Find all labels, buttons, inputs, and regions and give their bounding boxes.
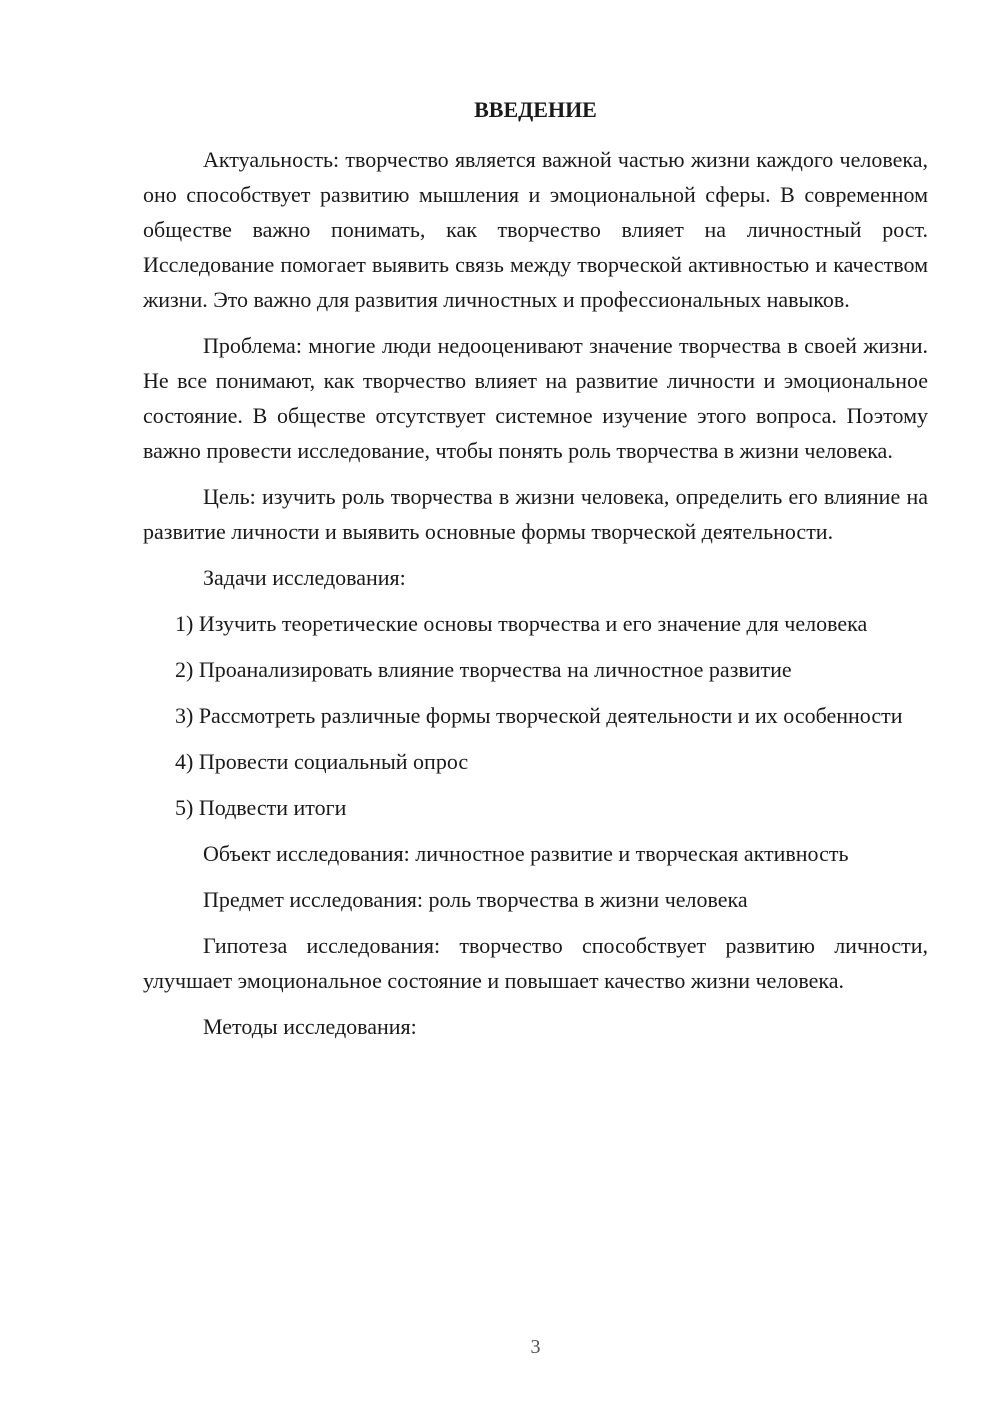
subject-paragraph: Предмет исследования: роль творчества в жизни человека [203,887,748,912]
tasks-heading: Задачи исследования: [203,565,406,590]
hypothesis-paragraph: Гипотеза исследования: творчество способствует развитию личности, улучшает эмоциональное состояние и повышает качество жизни человека. [143,933,928,993]
methods-heading: Методы исследования: [203,1014,417,1039]
section-title: ВВЕДЕНИЕ [474,97,597,122]
relevance-paragraph: Актуальность: творчество является важной частью жизни каждого человека, оно способствует развитию мышления и эмоциональной сферы. В современном обществе важно понимать, как творчество влияет на личностный рост. Исследование помогает выявить связь между творческой активностью и качеством жизни. Это важно для развития личностных и профессиональных навыков. [143,147,928,312]
document-body [143,142,928,1055]
problem-paragraph: Проблема: многие люди недооценивают значение творчества в своей жизни. Не все понимают, как творчество влияет на развитие личности и эмоциональное состояние. В обществе отсутствует системное изучение этого вопроса. Поэтому важно провести исследование, чтобы понять роль творчества в жизни человека. [143,333,928,463]
task-item: 5) Подвести итоги [175,795,347,820]
task-item: 4) Провести социальный опрос [175,749,469,774]
task-item: 3) Рассмотреть различные формы творческой деятельности и их особенности [175,703,903,728]
document-page [143,0,928,1414]
page-number: 3 [530,1336,541,1358]
object-paragraph: Объект исследования: личностное развитие и творческая активность [203,841,849,866]
task-item: 1) Изучить теоретические основы творчества и его значение для человека [175,611,868,636]
goal-paragraph: Цель: изучить роль творчества в жизни человека, определить его влияние на развитие личности и выявить основные формы творческой деятельности. [143,484,928,544]
task-item: 2) Проанализировать влияние творчества на личностное развитие [175,657,792,682]
